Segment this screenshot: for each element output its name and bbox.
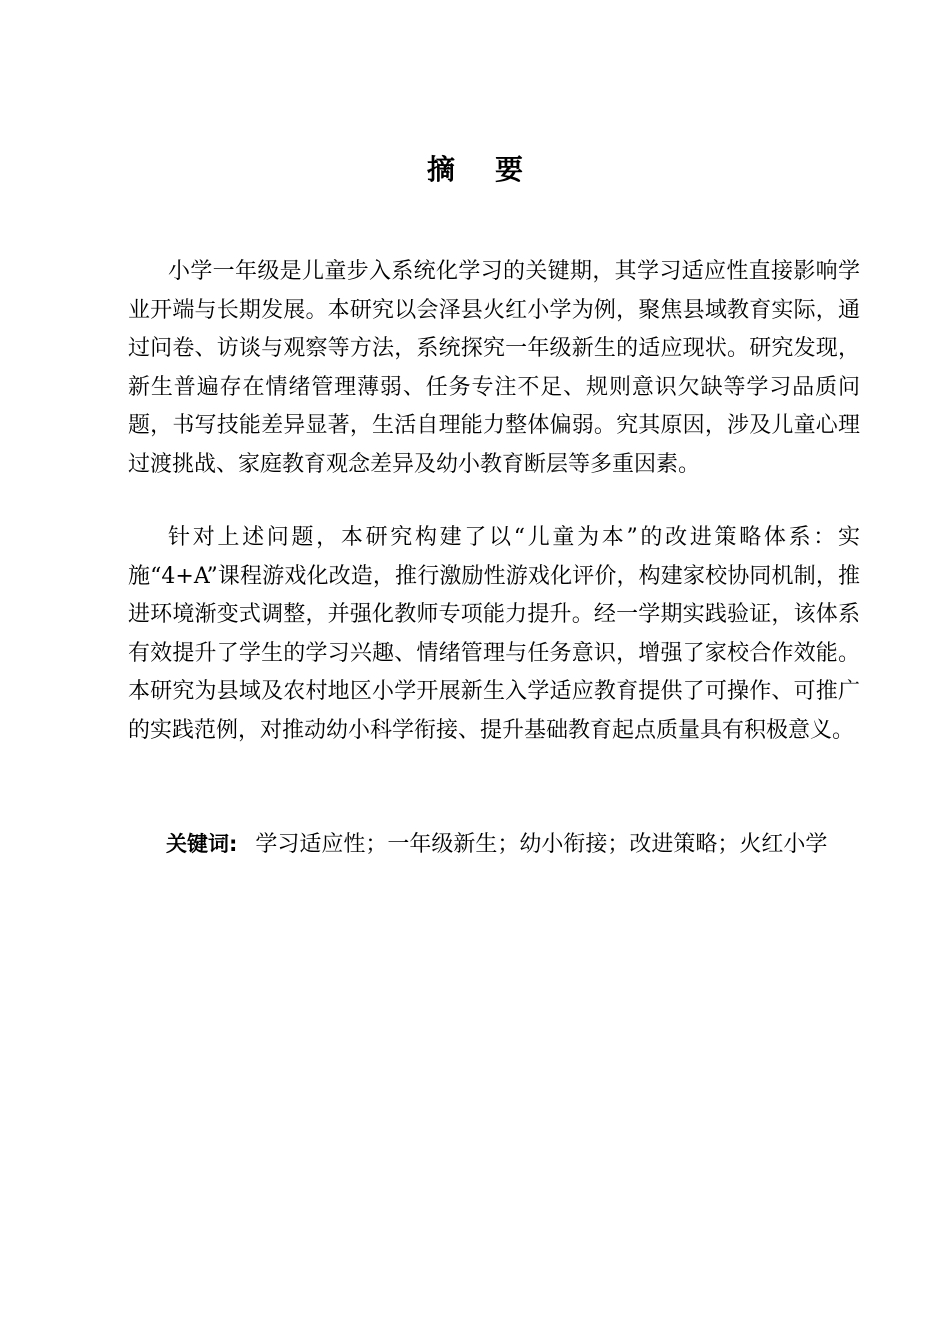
keywords-text: 学习适应性；一年级新生；幼小衔接；改进策略；火红小学 xyxy=(255,832,828,857)
abstract-title: 摘要 xyxy=(426,153,563,186)
abstract-paragraph-2: 针对上述问题，本研究构建了以“儿童为本”的改进策略体系：实施“4+A”课程游戏化改造，推行激励性游戏化评价，构建家校协同机制，推进环境渐变式调整，并强化教师专项能力提升。经一学期实践验证，该体系有效提升了学生的学习兴趣、情绪管理与任务意识，增强了家校合作效能。本研究为县域及农村地区小学开展新生入学适应教育提供了可操作、可推广的实践范例，对推动幼小科学衔接、提升基础教育起点质量具有积极意义。 xyxy=(128,525,860,743)
abstract-paragraph-1: 小学一年级是儿童步入系统化学习的关键期，其学习适应性直接影响学业开端与长期发展。本研究以会泽县火红小学为例，聚焦县域教育实际，通过问卷、访谈与观察等方法，系统探究一年级新生的适应现状。研究发现，新生普遍存在情绪管理薄弱、任务专注不足、规则意识欠缺等学习品质问题，书写技能差异显著，生活自理能力整体偏弱。究其原因，涉及儿童心理过渡挑战、家庭教育观念差异及幼小教育断层等多重因素。 xyxy=(128,259,860,477)
keywords-line xyxy=(128,825,868,864)
keywords-label: 关键词: xyxy=(166,832,238,856)
